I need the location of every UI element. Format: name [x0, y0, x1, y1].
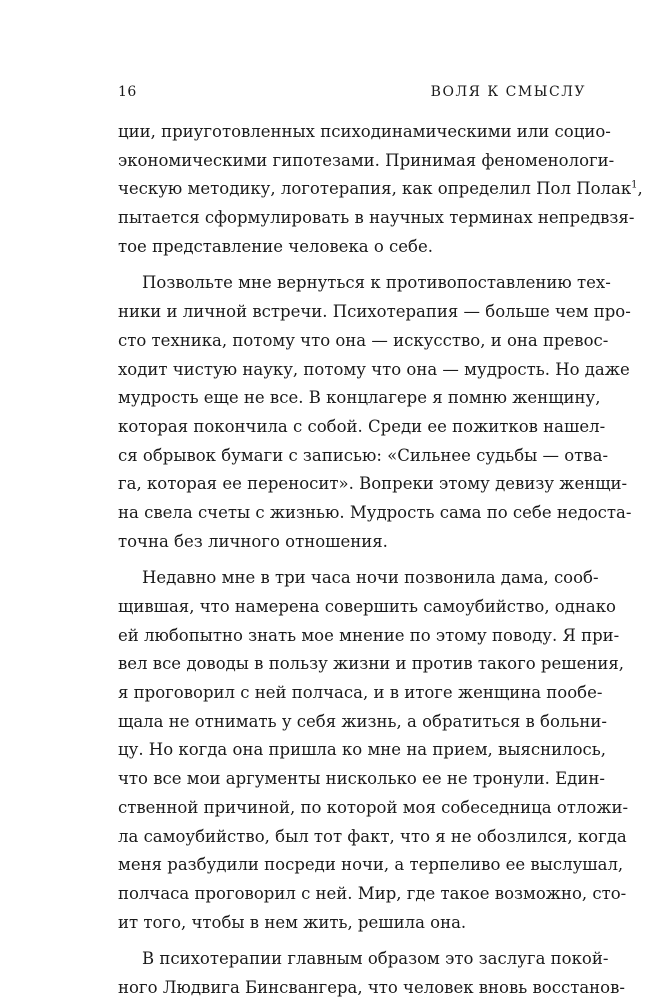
text-line: я проговорил с ней полчаса, и в итоге женщина пообе-	[118, 683, 603, 703]
text-line: щившая, что намерена совершить самоубийство, однако	[118, 597, 616, 616]
text-line: ей любопытно знать мое мнение по этому поводу. Я при-	[118, 625, 620, 645]
text-line: ла самоубийство, был тот факт, что я не обозлился, когда	[118, 826, 627, 846]
text-line: мудрость еще не все. В концлагере я помню женщину,	[118, 388, 601, 408]
text-line: га, которая ее переносит». Вопреки этому девизу женщи-	[118, 474, 628, 494]
running-title: ВОЛЯ К СМЫСЛУ	[430, 84, 586, 100]
text-line: Позвольте мне вернуться к противопоставлению тех-	[142, 273, 611, 293]
text-line-with-footnote	[118, 175, 643, 204]
text-line: ники и личной встречи. Психотерапия — больше чем про-	[118, 302, 631, 322]
text-line: цу. Но когда она пришла ко мне на прием, выяснилось,	[118, 740, 606, 760]
footnote-punctuation: ,	[637, 179, 643, 199]
footnote-marker[interactable]: 1	[631, 179, 638, 191]
text-line: на свела счеты с жизнью. Мудрость сама по себе недоста-	[118, 502, 632, 522]
text-line: ственной причиной, по которой моя собеседница отложи-	[118, 797, 629, 817]
text-line: ного Людвига Бинсвангера, что человек вновь восстанов-	[118, 977, 625, 997]
text-line: ходит чистую науку, потому что она — мудрость. Но даже	[118, 359, 630, 379]
text-line: В психотерапии главным образом это заслуга покой-	[142, 949, 609, 969]
text-line: щала не отнимать у себя жизнь, а обратиться в больни-	[118, 711, 607, 731]
body-text	[118, 118, 643, 1003]
text-line: тое представление человека о себе.	[118, 236, 433, 256]
text-line: полчаса проговорил с ней. Мир, где такое возможно, сто-	[118, 883, 627, 903]
text-line: вел все доводы в пользу жизни и против такого решения,	[118, 654, 624, 674]
page-number: 16	[118, 84, 137, 100]
text-line: точна без личного отношения.	[118, 531, 388, 551]
text-line: которая покончила с собой. Среди ее пожитков нашел-	[118, 416, 606, 436]
text-line: ся обрывок бумаги с записью: «Сильнее судьбы — отва-	[118, 445, 609, 465]
text-line: ит того, чтобы в нем жить, решила она.	[118, 912, 467, 932]
text-line: что все мои аргументы нисколько ее не тронули. Един-	[118, 769, 605, 789]
text-line: пытается сформулировать в научных терминах непредвзя-	[118, 208, 635, 228]
text-line: меня разбудили посреди ночи, а терпеливо ее выслушал,	[118, 855, 624, 875]
text-line: Недавно мне в три часа ночи позвонила дама, сооб-	[142, 568, 599, 588]
text-line: ции, приуготовленных психодинамическими или социо-	[118, 122, 611, 141]
text-line: экономическими гипотезами. Принимая феноменологи-	[118, 150, 615, 170]
text-line: сто техника, потому что она — искусство, и она превос-	[118, 330, 609, 350]
page-header	[118, 84, 586, 106]
text-line-content: ческую методику, логотерапия, как определил Пол Полак	[118, 179, 632, 199]
